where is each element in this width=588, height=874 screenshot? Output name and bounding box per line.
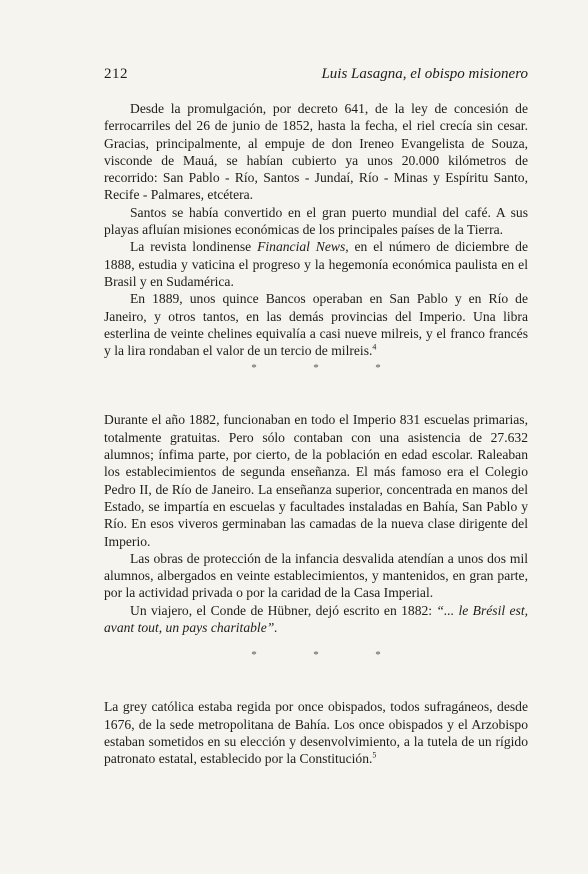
page-body [104,100,528,768]
asterisk: * [313,362,319,375]
paragraph-text: Un viajero, el Conde de Hübner, dejó escrito en 1882: [130,602,437,618]
asterisk: * [375,649,381,662]
publication-title: Financial News [257,239,346,255]
asterisk: * [251,362,257,375]
paragraph-text: Santos se había convertido en el gran puerto mundial del café. A sus playas afluían misiones económicas de los principales países de la Tierra. [104,204,528,238]
page-header [104,66,528,83]
paragraph-text: La revista londinense [130,239,258,255]
paragraph [104,411,528,549]
paragraph-text: En 1889, unos quince Bancos operaban en San Pablo y en Río de Janeiro, y otros tantos, en las demás provincias del Imperio. Una libra esterlina de veinte chelines equivalía a casi nueve milreis, y el franco francés y la lira rondaban el valor de un tercio de milreis. [104,291,528,359]
paragraph [104,698,528,767]
section-separator [104,360,528,377]
paragraph [104,550,528,602]
paragraph-text: , en el número de diciembre de 1888, estudia y vaticina el progreso y la hegemonía económica paulista en el Brasil y en Sudamérica. [104,239,528,289]
footnote-ref: 4 [372,342,377,352]
paragraph-text: Las obras de protección de la infancia desvalida atendían a unos dos mil alumnos, albergados en veinte establecimientos, y mantenidos, en gran parte, por la actividad privada o por la caridad de la Casa Imperial. [104,550,528,601]
paragraph-text: Durante el año 1882, funcionaban en todo el Imperio 831 escuelas primarias, totalmente gratuitas. Pero sólo contaban con una asistencia de 27.632 alumnos; ínfima parte, por cierto, de la población en edad escolar. Raleaban los establecimientos de segunda enseñanza. El más famoso era el Colegio Pedro II, de Río de Janeiro. La enseñanza superior, concentrada en manos del Estado, se impartía en escuelas y facultades instaladas en Bahía, San Pablo y Río. En esos viveros germinaban las camadas de la nueva clase dirigente del Imperio. [104,412,528,549]
page-number: 212 [104,66,128,82]
paragraph-text: La grey católica estaba regida por once obispados, todos sufragáneos, desde 1676, de la sede metropolitana de Bahía. Los once obispados y el Arzobispo estaban sometidos en su elección y desenvolvimiento, a la tutela de un rígido patronato estatal, establecido por la Constitución. [104,699,528,767]
quotation: “... le Brésil est, avant tout, un pays charitable”. [104,602,528,636]
paragraph [104,204,528,239]
section-separator [104,647,528,664]
footnote-ref: 5 [372,750,377,760]
running-head: Luis Lasagna, el obispo misionero [321,66,528,82]
asterisk: * [375,362,381,375]
paragraph [104,602,528,637]
paragraph [104,100,528,204]
asterisk: * [313,649,319,662]
asterisk: * [251,649,257,662]
paragraph [104,238,528,290]
paragraph-text: Desde la promulgación, por decreto 641, de la ley de concesión de ferrocarriles del 26 de junio de 1852, hasta la fecha, el riel crecía sin cesar. Gracias, principalmente, al empuje de don Ireneo Evangelista de Souza, visconde de Mauá, se habían cubierto ya unos 20.000 kilómetros de recorrido: San Pablo - Río, Santos - Jundaí, Río - Minas y Espíritu Santo, Recife - Palmares, etcétera. [104,101,528,203]
paragraph [104,290,528,359]
